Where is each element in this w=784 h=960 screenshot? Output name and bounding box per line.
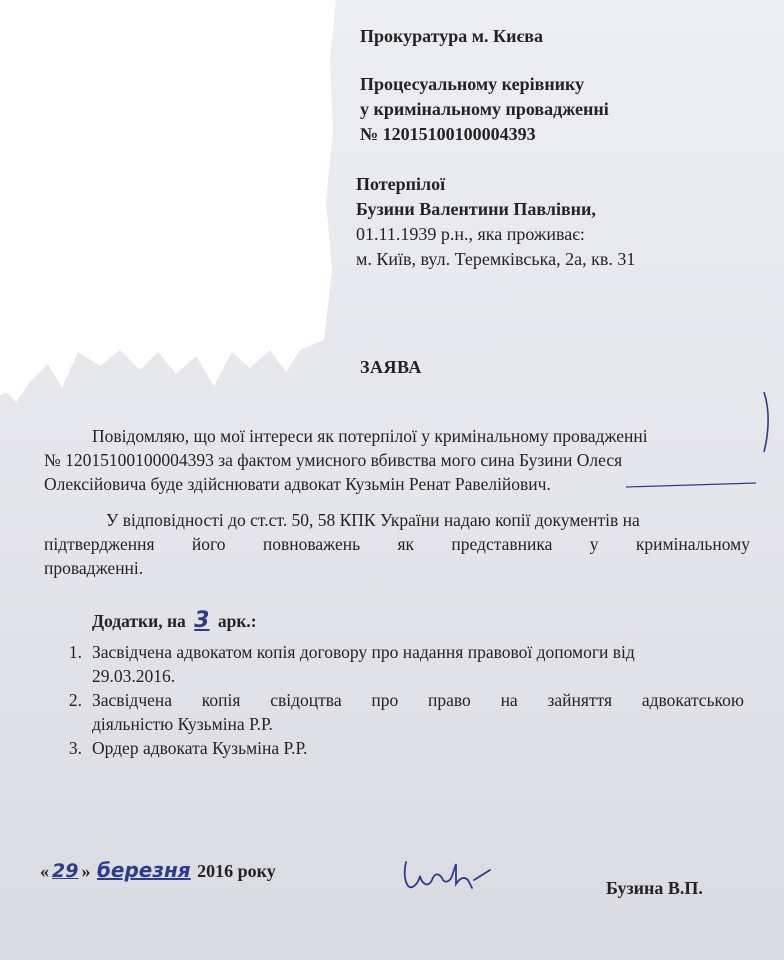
case-number: № 12015100100004393 — [360, 124, 536, 144]
date-close-quote: » — [81, 861, 91, 881]
paragraph-2-line-2: підтвердження його повноважень як представника у кримінальному — [44, 534, 750, 554]
date-day: 29 — [52, 860, 79, 882]
sender-address: м. Київ, вул. Теремківська, 2а, кв. 31 — [356, 249, 636, 269]
recipient-line-1: Процесуальному керівнику — [360, 74, 585, 94]
prosecutor-office: Прокуратура м. Києва — [360, 26, 543, 46]
attachments-heading-suffix: арк.: — [217, 611, 257, 631]
list-item-number: 1. — [68, 642, 82, 662]
date-line — [40, 858, 276, 882]
list-item-line: Засвідчена адвокатом копія договору про надання правової допомоги від — [92, 642, 635, 662]
list-item-line: Засвідчена копія свідоцтва про право на зайняття адвокатською — [92, 690, 744, 710]
list-item-line: 29.03.2016. — [92, 666, 176, 686]
date-month: березня — [96, 858, 191, 882]
attachments-heading-prefix: Додатки, на — [92, 611, 186, 631]
attachments-page-count: 3 — [194, 608, 210, 633]
pen-mark — [560, 386, 780, 496]
signer-name: Бузина В.П. — [606, 878, 703, 898]
list-item-line: Ордер адвоката Кузьміна Р.Р. — [92, 738, 308, 758]
paragraph-1-line-3: Олексійовича буде здійснювати адвокат Кузьмін Ренат Равелійович. — [44, 474, 551, 494]
document-title: ЗАЯВА — [360, 357, 422, 377]
list-item-number: 3. — [68, 738, 82, 758]
list-item-number: 2. — [68, 690, 82, 710]
sender-role: Потерпілої — [356, 174, 446, 194]
sender-name: Бузини Валентини Павлівни, — [356, 199, 596, 219]
signature — [398, 850, 498, 896]
paragraph-1-line-2: № 12015100100004393 за фактом умисного вбивства мого сина Бузини Олеся — [44, 450, 623, 470]
recipient-line-2: у кримінальному провадженні — [360, 99, 609, 119]
paragraph-1-line-1: Повідомляю, що мої інтереси як потерпілої у кримінальному провадженні — [92, 426, 648, 446]
paragraph-2-line-3: провадженні. — [44, 558, 144, 578]
attachments-heading — [92, 609, 257, 633]
paragraph-2-line-1: У відповідності до ст.ст. 50, 58 КПК України надаю копії документів на — [106, 510, 640, 530]
list-item-line: діяльністю Кузьміна Р.Р. — [92, 714, 273, 734]
sender-birth: 01.11.1939 р.н., яка проживає: — [356, 224, 585, 244]
date-year: 2016 року — [197, 861, 276, 881]
date-open-quote: « — [40, 861, 49, 881]
